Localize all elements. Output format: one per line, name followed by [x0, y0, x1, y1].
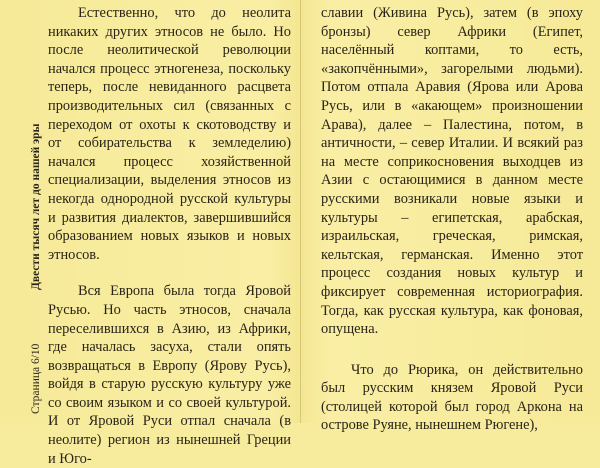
left-column: [48, 4, 291, 468]
running-title: Двести тысяч лет до нашей эры: [30, 123, 42, 290]
right-column: [321, 4, 583, 435]
paragraph: Естественно, что до неолита никаких других этносов не было. Но после неолитической революции начался процесс этногенеза, поскольку теперь, после невиданного расцвета производительных сил (связанных с переходом от охоты к скотоводству и от собирательства к земледелию) начался процесс хозяйственной специализации, выделения этносов из некогда однородной русской культуры и развития диалектов, завершившийся образованием новых языков и новых этносов.: [48, 5, 291, 263]
side-caption: [0, 0, 40, 423]
page-gutter: [300, 0, 301, 423]
paragraph: Что до Рюрика, он действительно был русским князем Яровой Руси (столицей которой был город Аркона на острове Руяне, нынешнем Рюгене),: [321, 361, 583, 434]
paragraph-continued: славии (Живина Русь), затем (в эпоху бронзы) север Африки (Египет, населённый коптами, то есть, «закопчёнными», загорелыми людьми). Потом отпала Аравия (Ярова или Арова Русь, или в «акающем» произношении Арава), далее – Палестина, потом, в античности, – север Италии. И всякий раз на месте соприкосновения выходцев из Азии с остающимися в данном месте русскими возникали новые языки и культуры – египетская, арабская, израильская, греческая, римская, кельтская, германская. Именно этот процесс создания новых культур и фиксирует современная историография. Тогда, как русская культура, как фоновая, опущена.: [321, 5, 583, 338]
paragraph: Вся Европа была тогда Яровой Русью. Но часть этносов, сначала переселившихся в Азию, из Африки, где началась засуха, стали опять возвращаться в Европу (Ярову Русь), войдя в старую русскую культуру уже со своим языком и со своей культурой. И от Яровой Руси отпал сначала (в неолите) регион из нынешней Греции и Юго-: [48, 283, 291, 467]
page-number: Страница 6/10: [30, 343, 42, 414]
